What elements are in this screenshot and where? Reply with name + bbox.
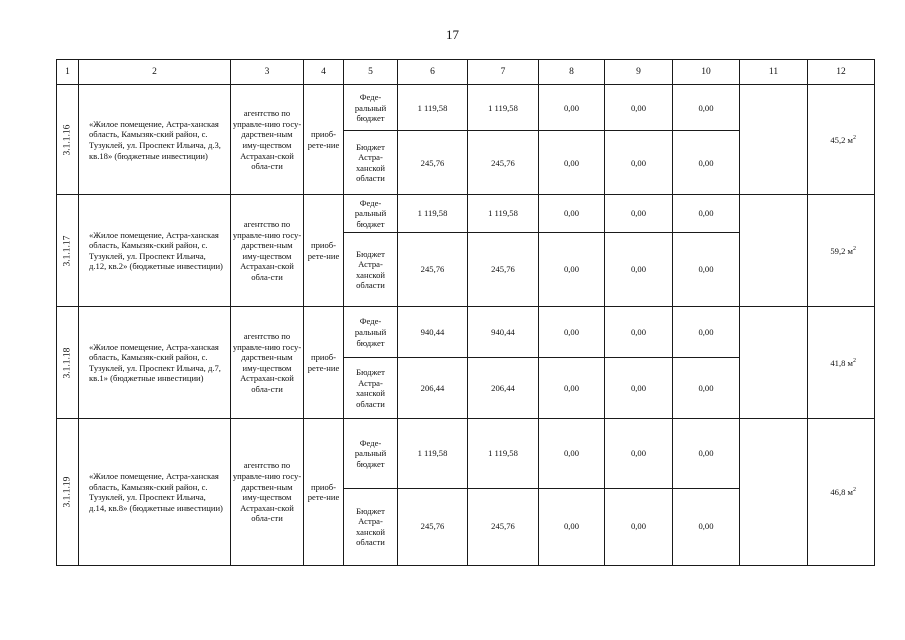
funding-source-regional: Бюджет Астра-ханской области	[344, 233, 398, 307]
regional-col9: 0,00	[605, 233, 673, 307]
federal-col6: 1 119,58	[398, 195, 468, 233]
regional-col10: 0,00	[673, 233, 740, 307]
federal-col6: 940,44	[398, 307, 468, 358]
header-cell-11: 11	[740, 60, 808, 85]
row-number: 3.1.1.18	[62, 347, 73, 379]
executor: агентство по управле-нию госу-дарствен-ным иму-ществом Астрахан-ской обла-сти	[231, 307, 304, 419]
regional-col10: 0,00	[673, 358, 740, 419]
object-description: «Жилое помещение, Астра-ханская область, Камызяк-ский район, с. Тузуклей, ул. Проспект Ильича, д.3, кв.18» (бюджетные инвестиции)	[79, 85, 231, 195]
regional-col8: 0,00	[539, 488, 605, 565]
area-unit-sup: 2	[853, 357, 856, 364]
table-row	[57, 419, 875, 488]
row-number-cell	[57, 195, 79, 307]
executor: агентство по управле-нию госу-дарствен-ным иму-ществом Астрахан-ской обла-сти	[231, 419, 304, 566]
regional-col8: 0,00	[539, 131, 605, 195]
federal-col9: 0,00	[605, 85, 673, 131]
area-value: 41,8 м	[830, 357, 853, 368]
col11-empty	[740, 419, 808, 566]
header-cell-7: 7	[468, 60, 539, 85]
regional-col6: 206,44	[398, 358, 468, 419]
regional-col6: 245,76	[398, 488, 468, 565]
header-cell-12: 12	[808, 60, 875, 85]
regional-col10: 0,00	[673, 488, 740, 565]
funding-source-federal: Феде-ральный бюджет	[344, 195, 398, 233]
method: приоб-рете-ние	[304, 85, 344, 195]
federal-col8: 0,00	[539, 85, 605, 131]
regional-col9: 0,00	[605, 131, 673, 195]
executor: агентство по управле-нию госу-дарствен-ным иму-ществом Астрахан-ской обла-сти	[231, 195, 304, 307]
federal-col8: 0,00	[539, 195, 605, 233]
area-unit-sup: 2	[853, 487, 856, 493]
table-row	[57, 307, 875, 358]
federal-col9: 0,00	[605, 195, 673, 233]
federal-col7: 1 119,58	[468, 85, 539, 131]
area-cell	[808, 419, 875, 566]
header-cell-4: 4	[304, 60, 344, 85]
federal-col7: 1 119,58	[468, 195, 539, 233]
regional-col9: 0,00	[605, 358, 673, 419]
funding-source-federal: Феде-ральный бюджет	[344, 419, 398, 488]
table-row	[57, 85, 875, 131]
federal-col10: 0,00	[673, 85, 740, 131]
area-value: 45,2 м	[830, 134, 853, 145]
method: приоб-рете-ние	[304, 419, 344, 566]
funding-source-regional: Бюджет Астра-ханской области	[344, 131, 398, 195]
executor: агентство по управле-нию госу-дарствен-ным иму-ществом Астрахан-ской обла-сти	[231, 85, 304, 195]
header-row	[57, 60, 875, 85]
col11-empty	[740, 307, 808, 419]
federal-col8: 0,00	[539, 307, 605, 358]
row-number-cell	[57, 419, 79, 566]
regional-col8: 0,00	[539, 358, 605, 419]
method: приоб-рете-ние	[304, 195, 344, 307]
header-cell-10: 10	[673, 60, 740, 85]
col11-empty	[740, 85, 808, 195]
col11-empty	[740, 195, 808, 307]
area-value: 59,2 м	[830, 245, 853, 256]
header-cell-9: 9	[605, 60, 673, 85]
federal-col10: 0,00	[673, 419, 740, 488]
federal-col9: 0,00	[605, 307, 673, 358]
regional-col7: 245,76	[468, 488, 539, 565]
regional-col7: 245,76	[468, 131, 539, 195]
funding-source-regional: Бюджет Астра-ханской области	[344, 358, 398, 419]
regional-col7: 245,76	[468, 233, 539, 307]
object-description: «Жилое помещение, Астра-ханская область, Камызяк-ский район, с. Тузуклей, ул. Проспект Ильича, д.7, кв.1» (бюджетные инвестиции)	[79, 307, 231, 419]
regional-col10: 0,00	[673, 131, 740, 195]
area-cell	[808, 85, 875, 195]
program-table	[56, 59, 875, 566]
object-description: «Жилое помещение, Астра-ханская область, Камызяк-ский район, с. Тузуклей, ул. Проспект Ильича, д.14, кв.8» (бюджетные инвестиции)	[79, 419, 231, 566]
object-description: «Жилое помещение, Астра-ханская область, Камызяк-ский район, с. Тузуклей, ул. Проспект Ильича, д.12, кв.2» (бюджетные инвестиции)	[79, 195, 231, 307]
page-number: 17	[446, 27, 459, 42]
area-value: 46,8 м	[830, 486, 853, 497]
funding-source-federal: Феде-ральный бюджет	[344, 85, 398, 131]
header-cell-1: 1	[57, 60, 79, 85]
regional-col7: 206,44	[468, 358, 539, 419]
header-cell-6: 6	[398, 60, 468, 85]
row-number-cell	[57, 85, 79, 195]
regional-col9: 0,00	[605, 488, 673, 565]
method: приоб-рете-ние	[304, 307, 344, 419]
federal-col10: 0,00	[673, 307, 740, 358]
federal-col6: 1 119,58	[398, 85, 468, 131]
row-number: 3.1.1.17	[62, 235, 73, 267]
row-number: 3.1.1.19	[62, 476, 73, 508]
row-number: 3.1.1.16	[62, 124, 73, 156]
header-cell-3: 3	[231, 60, 304, 85]
area-unit-sup: 2	[853, 134, 856, 141]
area-unit-sup: 2	[853, 245, 856, 252]
regional-col8: 0,00	[539, 233, 605, 307]
federal-col7: 940,44	[468, 307, 539, 358]
federal-col9: 0,00	[605, 419, 673, 488]
header-cell-5: 5	[344, 60, 398, 85]
regional-col6: 245,76	[398, 233, 468, 307]
table-row	[57, 195, 875, 233]
federal-col7: 1 119,58	[468, 419, 539, 488]
header-cell-2: 2	[79, 60, 231, 85]
area-cell	[808, 307, 875, 419]
funding-source-federal: Феде-ральный бюджет	[344, 307, 398, 358]
area-cell	[808, 195, 875, 307]
funding-source-regional: Бюджет Астра-ханской области	[344, 488, 398, 565]
regional-col6: 245,76	[398, 131, 468, 195]
row-number-cell	[57, 307, 79, 419]
federal-col10: 0,00	[673, 195, 740, 233]
federal-col8: 0,00	[539, 419, 605, 488]
federal-col6: 1 119,58	[398, 419, 468, 488]
header-cell-8: 8	[539, 60, 605, 85]
